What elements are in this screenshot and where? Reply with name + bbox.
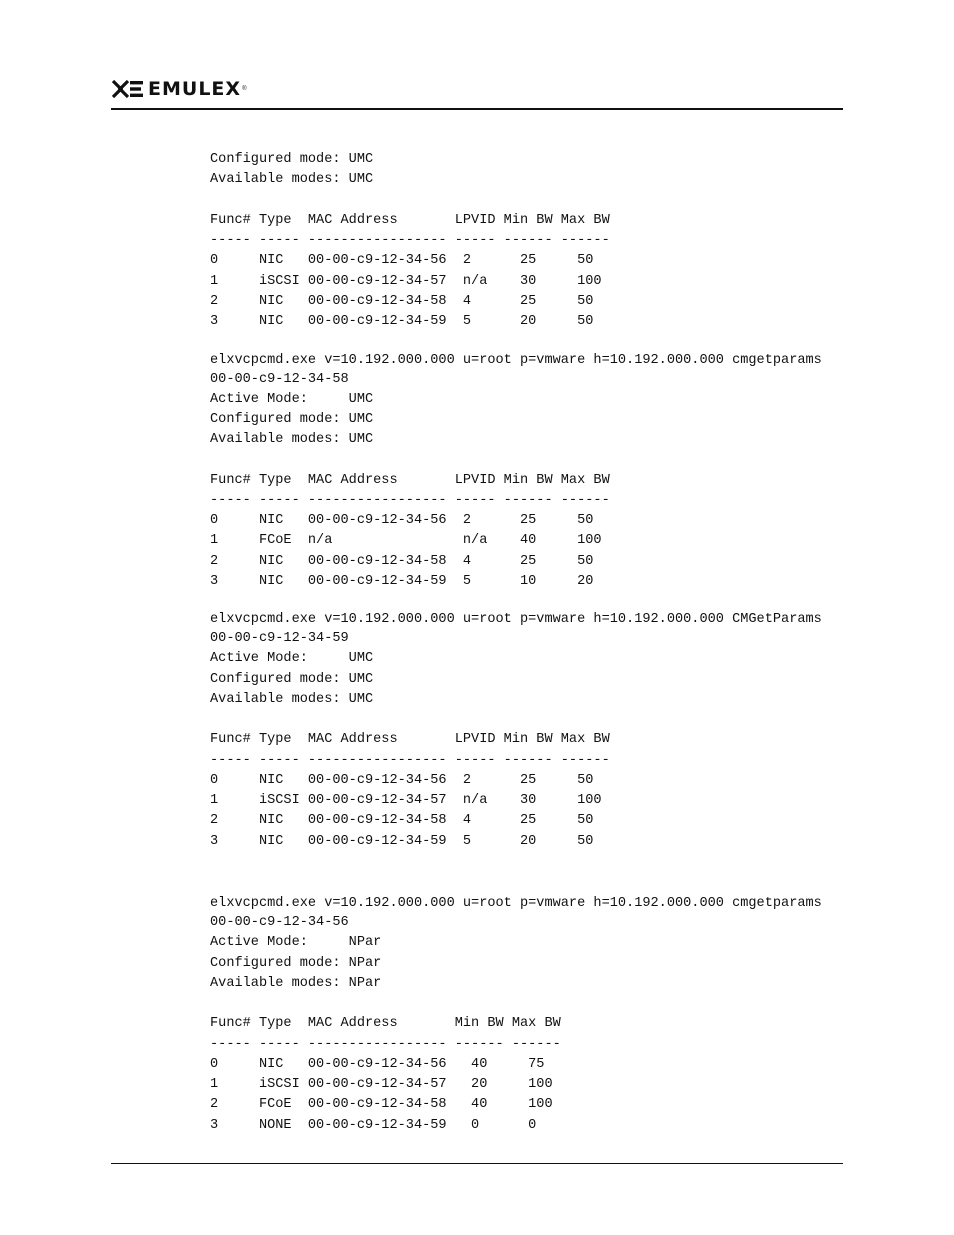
table-row: 2 NIC 00-00-c9-12-34-58 4 25 50 [210, 813, 594, 829]
mode-line: Configured mode: UMC [210, 152, 374, 167]
table-row: 1 iSCSI 00-00-c9-12-34-57 20 100 [210, 1077, 553, 1092]
command-line-continuation: 00-00-c9-12-34-59 [210, 631, 349, 647]
table-row: 2 FCoE 00-00-c9-12-34-58 40 100 [210, 1097, 553, 1113]
table-row: 2 NIC 00-00-c9-12-34-58 4 25 50 [210, 553, 594, 569]
output-block-umc-2 [210, 353, 840, 593]
emulex-logo-mark-icon [111, 78, 145, 100]
table-separator: ----- ----- ----------------- ----- ------ ------ [210, 233, 610, 248]
mode-line: Active Mode: UMC [210, 391, 374, 407]
table-row: 0 NIC 00-00-c9-12-34-56 2 25 50 [210, 772, 594, 788]
mode-line: Active Mode: UMC [210, 651, 374, 667]
command-line-continuation: 00-00-c9-12-34-58 [210, 371, 349, 387]
trademark-symbol: ® [242, 86, 247, 92]
header-rule [111, 108, 843, 110]
brand-name: EMULEX [148, 78, 242, 100]
table-row: 0 NIC 00-00-c9-12-34-56 40 75 [210, 1056, 545, 1072]
table-row: 1 iSCSI 00-00-c9-12-34-57 n/a 30 100 [210, 793, 602, 808]
table-row: 3 NIC 00-00-c9-12-34-59 5 20 50 [210, 833, 594, 849]
table-separator: ----- ----- ----------------- ------ ------ [210, 1036, 561, 1052]
table-row: 3 NONE 00-00-c9-12-34-59 0 0 [210, 1117, 537, 1133]
mode-line: Available modes: UMC [210, 172, 374, 188]
table-row: 3 NIC 00-00-c9-12-34-59 5 20 50 [210, 314, 594, 329]
mode-line: Configured mode: UMC [210, 671, 374, 687]
table-row: 2 NIC 00-00-c9-12-34-58 4 25 50 [210, 293, 594, 309]
mode-line: Available modes: UMC [210, 432, 374, 447]
output-block-umc-1 [210, 150, 840, 332]
table-header: Func# Type MAC Address LPVID Min BW Max BW [210, 212, 610, 228]
command-line: elxvcpcmd.exe v=10.192.000.000 u=root p=vmware h=10.192.000.000 CMGetParams [210, 612, 822, 628]
code-listing [210, 150, 840, 1136]
table-header: Func# Type MAC Address Min BW Max BW [210, 1016, 561, 1032]
mode-line: Configured mode: UMC [210, 411, 374, 427]
table-header: Func# Type MAC Address LPVID Min BW Max BW [210, 732, 610, 748]
output-block-npar [210, 896, 840, 1136]
table-row: 0 NIC 00-00-c9-12-34-56 2 25 50 [210, 253, 594, 269]
table-row: 1 iSCSI 00-00-c9-12-34-57 n/a 30 100 [210, 273, 602, 289]
command-line: elxvcpcmd.exe v=10.192.000.000 u=root p=vmware h=10.192.000.000 cmgetparams [210, 896, 822, 912]
table-row: 1 FCoE n/a n/a 40 100 [210, 533, 602, 549]
mode-line: Available modes: UMC [210, 691, 374, 707]
table-row: 0 NIC 00-00-c9-12-34-56 2 25 50 [210, 513, 594, 528]
footer-rule [111, 1163, 843, 1164]
table-separator: ----- ----- ----------------- ----- ------ ------ [210, 752, 610, 768]
output-block-umc-3 [210, 612, 840, 852]
command-line: elxvcpcmd.exe v=10.192.000.000 u=root p=vmware h=10.192.000.000 cmgetparams [210, 352, 822, 368]
mode-line: Active Mode: NPar [210, 935, 382, 951]
table-header: Func# Type MAC Address LPVID Min BW Max BW [210, 472, 610, 488]
table-row: 3 NIC 00-00-c9-12-34-59 5 10 20 [210, 573, 594, 589]
command-line-continuation: 00-00-c9-12-34-56 [210, 915, 349, 931]
table-separator: ----- ----- ----------------- ----- ------ ------ [210, 492, 610, 508]
mode-line: Available modes: NPar [210, 975, 382, 991]
mode-line: Configured mode: NPar [210, 955, 382, 971]
emulex-logo [111, 78, 246, 100]
page-header [111, 78, 843, 110]
